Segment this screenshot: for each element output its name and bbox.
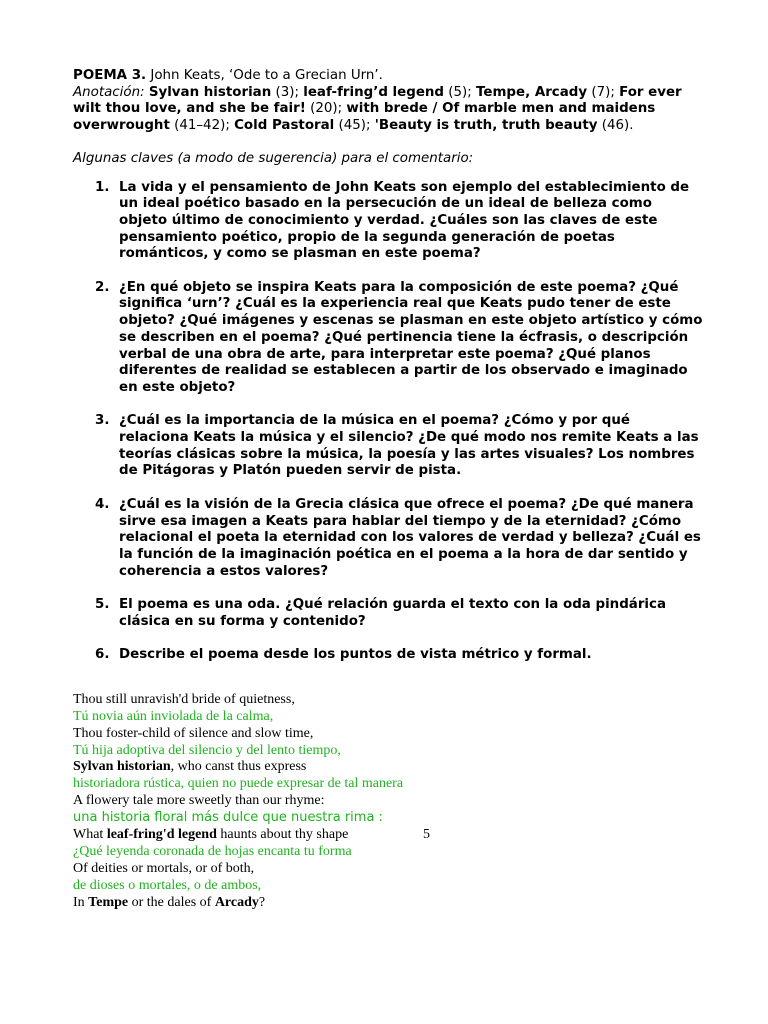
bold-phrase: with brede / Of marble men and maidens overwrought: [73, 101, 656, 134]
text-run: (41–42);: [169, 118, 235, 134]
text-run: Of deities or mortals, or of both,: [73, 860, 255, 876]
text-run: , who canst thus express: [170, 759, 307, 775]
question-number: 1.: [95, 179, 110, 195]
bold-phrase: Tempe: [88, 894, 129, 910]
question-number: 4.: [95, 496, 110, 512]
text-run: haunts about thy shape: [216, 827, 349, 843]
question-item: [73, 647, 703, 664]
bold-phrase: Sylvan historian: [73, 759, 171, 775]
poem-line-original: [73, 827, 703, 844]
text-run: What: [73, 827, 107, 843]
text-run: (3);: [271, 84, 304, 100]
poem-line-original: [73, 692, 703, 709]
text-run: (20);: [305, 101, 347, 117]
bold-phrase: Tempe, Arcady: [476, 84, 588, 100]
poem-text: [73, 692, 703, 912]
question-item: [73, 597, 703, 630]
poem-line-translation: [73, 878, 703, 895]
text-run: In: [73, 894, 89, 910]
text-run: (45);: [334, 118, 375, 134]
question-number: 6.: [95, 647, 110, 663]
text-run: una historia floral más dulce que nuestra rima :: [73, 810, 383, 826]
poem-line-original: [73, 793, 703, 810]
text-run: A flowery tale more sweetly than our rhyme:: [73, 793, 325, 809]
question-list: [73, 180, 703, 664]
question-item: [73, 180, 703, 264]
poem-line-original: [73, 759, 703, 776]
poem-number-label: POEMA 3.: [73, 68, 147, 83]
question-number: 3.: [95, 413, 110, 429]
question-number: 2.: [95, 279, 110, 295]
line-number: 5: [423, 827, 430, 843]
text-run: ¿Qué leyenda coronada de hojas encanta tu forma: [73, 843, 352, 859]
bold-phrase: Arcady: [214, 894, 259, 910]
question-text: ¿Cuál es la visión de la Grecia clásica que ofrece el poema? ¿De qué manera sirve esa imagen a Keats para hablar del tiempo y de la eternidad? ¿Cómo relacional el poeta la eternidad con los valores de verdad y belleza? ¿Cuál es la función de la imaginación poética en el poema a la hora de dar sentido y coherencia a estos valores?: [119, 496, 701, 579]
text-run: Thou still unravish'd bride of quietness,: [73, 691, 295, 707]
text-run: Tú novia aún inviolada de la calma,: [73, 708, 274, 724]
question-text: ¿En qué objeto se inspira Keats para la composición de este poema? ¿Qué significa ‘urn’? ¿Cuál es la experiencia real que Keats pudo tener de este objeto? ¿Qué imágenes y escenas se plasman en este objeto artístico y cómo se describen en el poema? ¿Qué pertinencia tiene la écfrasis, o descripción verbal de una obra de arte, para interpretar este poema? ¿Qué planos diferentes de realidad se establecen a partir de los observado e imaginado en este objeto?: [119, 279, 703, 395]
text-run: Tú hija adoptiva del silencio y del lento tiempo,: [73, 742, 341, 758]
question-item: [73, 280, 703, 397]
bold-phrase: Cold Pastoral: [234, 118, 335, 134]
text-run: Thou foster-child of silence and slow time,: [73, 725, 314, 741]
poem-heading: [73, 68, 703, 85]
text-run: historiadora rústica, quien no puede expresar de tal manera: [73, 776, 404, 792]
question-item: [73, 497, 703, 581]
poem-line-translation: [73, 776, 703, 793]
document-page: [73, 68, 703, 912]
annotation-text: [73, 85, 682, 133]
question-text: ¿Cuál es la importancia de la música en el poema? ¿Cómo y por qué relaciona Keats la música y el silencio? ¿De qué modo nos remite Keats a las teorías clásicas sobre la música, la poesía y las artes visuales? Los nombres de Pitágoras y Platón pueden servir de pista.: [119, 413, 699, 479]
poem-title: John Keats, ‘Ode to a Grecian Urn’.: [146, 68, 383, 83]
text-run: de dioses o mortales, o de ambos,: [73, 877, 262, 893]
bold-phrase: leaf-fring'd legend: [106, 827, 217, 843]
text-run: or the dales of: [128, 894, 215, 910]
poem-line-original: [73, 861, 703, 878]
annotation: [73, 85, 703, 135]
annotation-label: Anotación:: [73, 84, 145, 100]
question-text: Describe el poema desde los puntos de vista métrico y formal.: [119, 647, 592, 663]
text-run: (46).: [597, 118, 634, 134]
question-number: 5.: [95, 597, 110, 613]
poem-line-translation: [73, 743, 703, 760]
question-text: El poema es una oda. ¿Qué relación guarda el texto con la oda pindárica clásica en su forma y contenido?: [119, 597, 666, 629]
bold-phrase: 'Beauty is truth, truth beauty: [374, 118, 598, 134]
bold-phrase: For ever wilt thou love, and she be fair!: [73, 84, 682, 117]
text-run: (7);: [587, 84, 620, 100]
text-run: (5);: [444, 84, 477, 100]
claves-intro: Algunas claves (a modo de sugerencia) para el comentario:: [73, 150, 474, 166]
text-run: ?: [258, 894, 266, 910]
poem-line-original: [73, 895, 703, 912]
question-item: [73, 413, 703, 480]
poem-line-translation: [73, 709, 703, 726]
poem-line-translation: [73, 844, 703, 861]
bold-phrase: leaf-fring’d legend: [303, 84, 445, 100]
poem-line-original: [73, 726, 703, 743]
bold-phrase: Sylvan historian: [148, 84, 272, 100]
question-text: La vida y el pensamiento de John Keats son ejemplo del establecimiento de un ideal poético basado en la persecución de un ideal de belleza como objeto último de conocimiento y verdad. ¿Cuáles son las claves de este pensamiento poético, propio de la segunda generación de poetas románticos, y como se plasman en este poema?: [119, 179, 690, 262]
poem-line-translation: [73, 810, 703, 827]
